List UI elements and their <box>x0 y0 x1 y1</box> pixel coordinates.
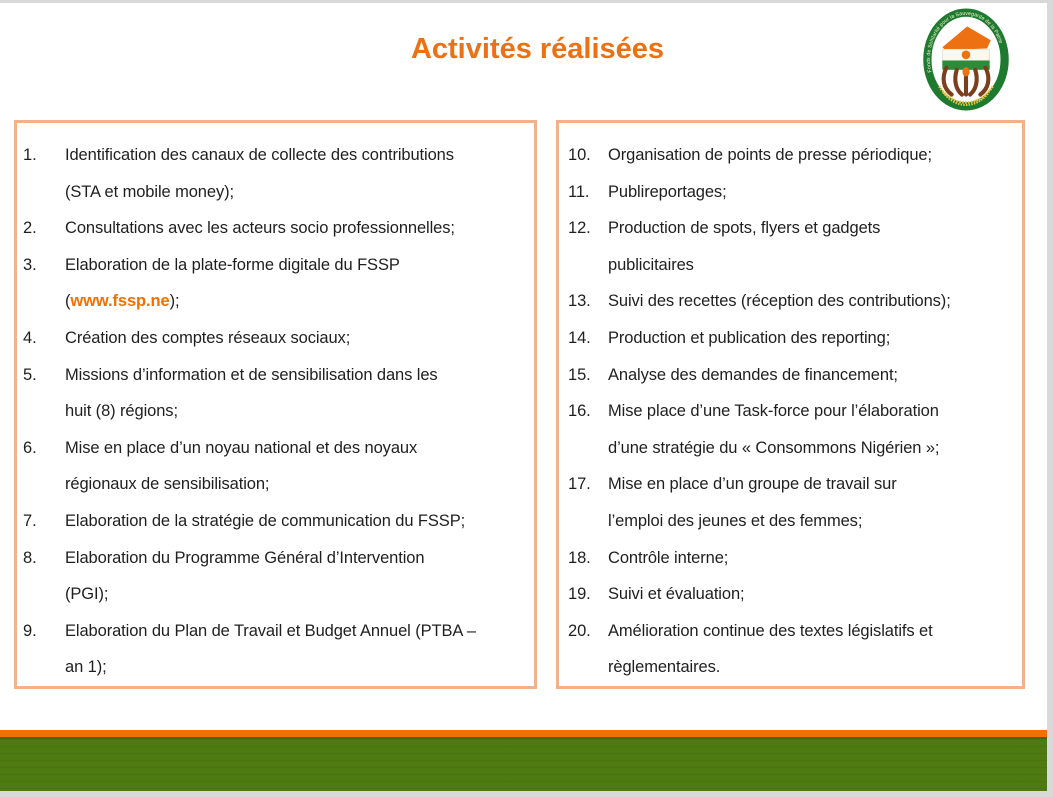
list-item-text <box>608 320 1022 357</box>
list-item-number: 8. <box>23 548 37 567</box>
list-text-segment: Missions d’information et de sensibilisation dans les <box>65 365 438 384</box>
list-item-text <box>608 210 1022 283</box>
list-item-text <box>608 613 1022 686</box>
list-item-text <box>65 210 534 247</box>
list-text-segment: huit (8) régions; <box>65 402 178 421</box>
logo-flag-sun-disc <box>962 51 971 60</box>
list-item-text <box>608 540 1022 577</box>
list-item-number: 7. <box>23 511 37 530</box>
list-text-segment: Elaboration du Programme Général d’Intervention <box>65 548 425 567</box>
list-item-number: 3. <box>23 255 37 274</box>
list-text-segment: Elaboration de la stratégie de communication du FSSP; <box>65 511 466 530</box>
list-item <box>23 247 534 320</box>
list-item <box>568 466 1022 539</box>
list-text-segment: an 1); <box>65 658 107 677</box>
list-item-line <box>608 503 1022 540</box>
footer-orange-stripe <box>0 730 1047 737</box>
page-title: Activités réalisées <box>410 33 665 65</box>
list-item-text <box>65 503 534 540</box>
list-text-segment: régionaux de sensibilisation; <box>65 475 270 494</box>
list-item-line <box>65 503 534 540</box>
list-text-segment: publicitaires <box>608 255 694 274</box>
list-text-segment: Mise place d’une Task-force pour l’élaboration <box>608 402 939 421</box>
activities-box-left <box>14 120 537 689</box>
list-item-line <box>65 283 534 320</box>
list-text-segment: (STA et mobile money); <box>65 182 234 201</box>
list-item-line <box>65 357 534 394</box>
list-item-number: 14. <box>568 328 591 347</box>
activities-box-right <box>556 120 1025 689</box>
list-item-text <box>608 137 1022 174</box>
list-text-segment: l’emploi des jeunes et des femmes; <box>608 511 863 530</box>
list-item-number: 1. <box>23 146 37 164</box>
list-item-line <box>608 393 1022 430</box>
list-item-number: 17. <box>568 475 591 494</box>
list-text-segment: Suivi des recettes (réception des contributions); <box>608 292 951 311</box>
list-item <box>568 320 1022 357</box>
list-item-number: 11. <box>568 182 590 201</box>
list-item-line <box>65 466 534 503</box>
list-item-text <box>608 466 1022 539</box>
list-text-segment: règlementaires. <box>608 658 721 677</box>
list-item <box>568 540 1022 577</box>
list-text-segment: Production et publication des reporting; <box>608 328 891 347</box>
slide <box>0 3 1047 789</box>
list-item <box>23 540 534 613</box>
list-item-line <box>608 174 1022 211</box>
list-text-segment: ( <box>65 292 71 311</box>
list-item-line <box>608 320 1022 357</box>
list-item-text <box>65 247 534 320</box>
list-item-number: 19. <box>568 585 591 604</box>
list-item <box>568 174 1022 211</box>
list-item <box>568 576 1022 613</box>
list-text-segment: Mise en place d’un groupe de travail sur <box>608 475 897 494</box>
list-text-segment: Création des comptes réseaux sociaux; <box>65 328 351 347</box>
list-item-number: 5. <box>23 365 37 384</box>
list-item-text <box>608 393 1022 466</box>
list-item <box>23 613 534 686</box>
list-text-segment: Elaboration de la plate-forme digitale du FSSP <box>65 255 400 274</box>
list-item-line <box>608 613 1022 650</box>
list-item-line <box>65 137 534 174</box>
list-text-segment: Elaboration du Plan de Travail et Budget Annuel (PTBA – <box>65 621 476 640</box>
list-item <box>568 210 1022 283</box>
list-text-segment: d’une stratégie du « Consommons Nigérien »; <box>608 438 940 457</box>
list-item <box>23 430 534 503</box>
list-item-number: 4. <box>23 328 37 347</box>
list-item-number: 6. <box>23 438 37 457</box>
fssp-logo <box>922 8 1010 111</box>
list-item-text <box>608 174 1022 211</box>
list-item <box>23 503 534 540</box>
list-item-line <box>65 576 534 613</box>
list-text-segment: Publireportages; <box>608 182 727 201</box>
list-text-segment: Mise en place d’un noyau national et des noyaux <box>65 438 418 457</box>
list-item-number: 12. <box>568 219 591 238</box>
list-item-text <box>65 357 534 430</box>
list-text-segment: Amélioration continue des textes législatifs et <box>608 621 933 640</box>
list-item-line <box>65 430 534 467</box>
list-item-number: 9. <box>23 621 37 640</box>
list-item-text <box>65 320 534 357</box>
list-item-text <box>608 357 1022 394</box>
list-item-text <box>608 576 1022 613</box>
list-item-number: 16. <box>568 402 591 421</box>
list-item-number: 13. <box>568 292 591 311</box>
list-text-segment: Analyse des demandes de financement; <box>608 365 898 384</box>
list-item-line <box>608 466 1022 503</box>
list-item-line <box>608 576 1022 613</box>
list-item-number: 20. <box>568 621 591 640</box>
list-item-text <box>65 540 534 613</box>
list-item-text <box>608 283 1022 320</box>
list-item <box>23 320 534 357</box>
list-text-segment: (PGI); <box>65 585 109 604</box>
list-item-line <box>65 320 534 357</box>
list-text-segment: ); <box>169 292 180 311</box>
logo-person-head <box>962 67 969 76</box>
list-text-segment: Identification des canaux de collecte des contributions <box>65 146 454 164</box>
activities-list-1-9 <box>17 123 534 686</box>
activities-list-10-20 <box>559 123 1022 686</box>
list-item-text <box>65 137 534 210</box>
list-item <box>568 137 1022 174</box>
list-item-line <box>608 247 1022 284</box>
fssp-website-link[interactable]: www.fssp.ne <box>70 292 170 311</box>
list-item-text <box>65 430 534 503</box>
list-text-segment: Organisation de points de presse périodique; <box>608 146 932 164</box>
list-item <box>23 210 534 247</box>
list-item-line <box>608 283 1022 320</box>
footer-green-band <box>0 737 1047 791</box>
list-text-segment: Contrôle interne; <box>608 548 729 567</box>
list-item <box>23 137 534 210</box>
list-item-line <box>65 540 534 577</box>
list-item-number: 10. <box>568 146 591 164</box>
list-item <box>568 393 1022 466</box>
list-item <box>568 357 1022 394</box>
list-item-line <box>608 430 1022 467</box>
list-item-line <box>65 247 534 284</box>
list-item-text <box>65 613 534 686</box>
logo-ring-text: Fonds de Solidarité pour la Sauvegarde de la Patrie <box>925 10 1004 73</box>
list-item-line <box>608 137 1022 174</box>
list-item <box>568 613 1022 686</box>
fssp-logo-svg <box>922 8 1010 111</box>
list-text-segment: Suivi et évaluation; <box>608 585 745 604</box>
list-item-line <box>65 174 534 211</box>
list-item-line <box>65 393 534 430</box>
list-item-line <box>65 613 534 650</box>
list-item-line <box>608 540 1022 577</box>
list-item <box>23 357 534 430</box>
list-item <box>568 283 1022 320</box>
list-text-segment: Production de spots, flyers et gadgets <box>608 219 881 238</box>
list-item-number: 15. <box>568 365 591 384</box>
list-item-line <box>608 649 1022 686</box>
list-item-number: 2. <box>23 219 37 238</box>
list-item-line <box>65 649 534 686</box>
list-item-line <box>65 210 534 247</box>
list-item-line <box>608 357 1022 394</box>
list-item-line <box>608 210 1022 247</box>
list-item-number: 18. <box>568 548 591 567</box>
list-text-segment: Consultations avec les acteurs socio professionnelles; <box>65 219 455 238</box>
